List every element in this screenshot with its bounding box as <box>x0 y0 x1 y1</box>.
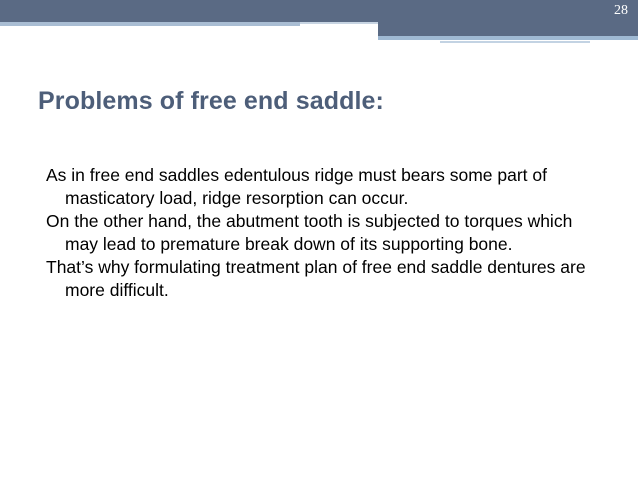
paragraph: As in free end saddles edentulous ridge must bears some part of masticatory load, ridge resorption can occur. <box>46 165 547 208</box>
header-accent-right <box>378 36 638 40</box>
header-bar <box>0 0 638 22</box>
paragraph: On the other hand, the abutment tooth is subjected to torques which may lead to premature break down of its supporting bone. <box>46 211 573 254</box>
header-accent-right-thin <box>440 41 590 43</box>
page-number: 28 <box>614 3 628 18</box>
header-right-block <box>378 22 638 36</box>
paragraph: That’s why formulating treatment plan of free end saddle dentures are more difficult. <box>46 257 586 300</box>
slide-title: Problems of free end saddle: <box>38 87 384 115</box>
header-accent-line <box>300 22 378 24</box>
slide-body <box>46 164 606 302</box>
header-accent-left <box>0 22 300 26</box>
